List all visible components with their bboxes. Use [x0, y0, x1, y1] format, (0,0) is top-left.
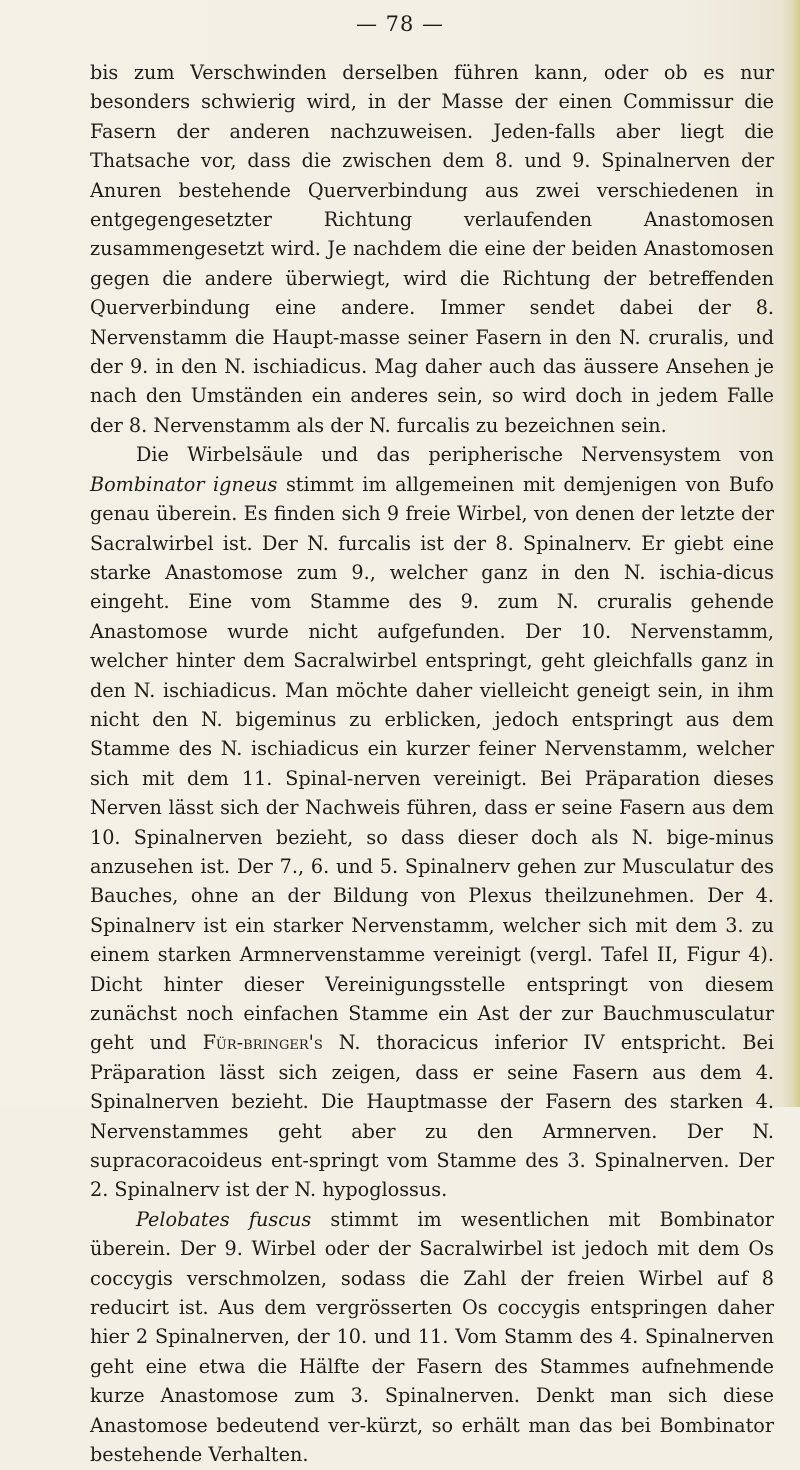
species-name-bombinator: Bombinator igneus: [90, 472, 278, 496]
body-text: [90, 58, 774, 1470]
paragraph-2-text-c: N. thoracicus inferior IV entspricht. Bei Präparation lässt sich zeigen, dass er seine Fasern aus dem 4. Spinalnerven bezieht. Die Hauptmasse der Fasern des starken 4. Nervenstammes geht aber zu den Armnerven. Der N. supracoracoideus ent-springt vom Stamme des 3. Spinalnerven. Der 2. Spinalnerv ist der N. hypoglossus.: [90, 1031, 775, 1202]
paragraph-1: [90, 58, 774, 440]
paragraph-3: [90, 1205, 774, 1470]
paragraph-3-text: stimmt im wesentlichen mit Bombinator überein. Der 9. Wirbel oder der Sacralwirbel ist jedoch mit dem Os coccygis verschmolzen, sodass die Zahl der freien Wirbel auf 8 reducirt ist. Aus dem vergrösserten Os coccygis entspringen daher hier 2 Spinalnerven, der 10. und 11. Vom Stamm des 4. Spinalnerven geht eine etwa die Hälfte der Fasern des Stammes aufnehmende kurze Anastomose zum 3. Spinalnerven. Denkt man sich diese Anastomose bedeutend ver-kürzt, so erhält man das bei Bombinator bestehende Verhalten.: [90, 1207, 774, 1467]
page-number: — 78 —: [355, 12, 445, 36]
author-name-fuerbringer: Für-bringer's: [202, 1031, 323, 1055]
page-edge-shadow: [782, 0, 800, 1107]
paragraph-2-text-a: Die Wirbelsäule und das peripherische Nervensystem von: [136, 443, 774, 467]
paragraph-2: [90, 440, 774, 1205]
species-name-pelobates: Pelobates fuscus: [136, 1207, 312, 1231]
paragraph-2-text-b: stimmt im allgemeinen mit demjenigen von Bufo genau überein. Es finden sich 9 freie Wirbel, von denen der letzte der Sacralwirbel ist. Der N. furcalis ist der 8. Spinalnerv. Er giebt eine starke Anastomose zum 9., welcher ganz in den N. ischia-dicus eingeht. Eine vom Stamme des 9. zum N. cruralis gehende Anastomose wurde nicht aufgefunden. Der 10. Nervenstamm, welcher hinter dem Sacralwirbel entspringt, geht gleichfalls ganz in den N. ischiadicus. Man möchte daher vielleicht geneigt sein, in ihm nicht den N. bigeminus zu erblicken, jedoch entspringt aus dem Stamme des N. ischiadicus ein kurzer feiner Nervenstamm, welcher sich mit dem 11. Spinal-nerven vereinigt. Bei Präparation dieses Nerven lässt sich der Nachweis führen, dass er seine Fasern aus dem 10. Spinalnerven bezieht, so dass dieser doch als N. bige-minus anzusehen ist. Der 7., 6. und 5. Spinalnerv gehen zur Musculatur des Bauches, ohne an der Bildung von Plexus theilzunehmen. Der 4. Spinalnerv ist ein starker Nervenstamm, welcher sich mit dem 3. zu einem starken Armnervenstamme vereinigt (vergl. Tafel II, Figur 4). Dicht hinter dieser Vereinigungsstelle entspringt von diesem zunächst noch einfachen Stamme ein Ast der zur Bauchmusculatur geht und: [90, 472, 774, 1055]
paragraph-1-text: bis zum Verschwinden derselben führen kann, oder ob es nur besonders schwierig wird, in der Masse der einen Commissur die Fasern der anderen nachzuweisen. Jeden-falls aber liegt die Thatsache vor, dass die zwischen dem 8. und 9. Spinalnerven der Anuren bestehende Querverbindung aus zwei verschiedenen in entgegengesetzter Richtung verlaufenden Anastomosen zusammengesetzt wird. Je nachdem die eine der beiden Anastomosen gegen die andere überwiegt, wird die Richtung der betreffenden Querverbindung eine andere. Immer sendet dabei der 8. Nervenstamm die Haupt-masse seiner Fasern in den N. cruralis, und der 9. in den N. ischiadicus. Mag daher auch das äussere Ansehen je nach den Umständen ein anderes sein, so wird doch in jedem Falle der 8. Nervenstamm als der N. furcalis zu bezeichnen sein.: [90, 61, 774, 437]
